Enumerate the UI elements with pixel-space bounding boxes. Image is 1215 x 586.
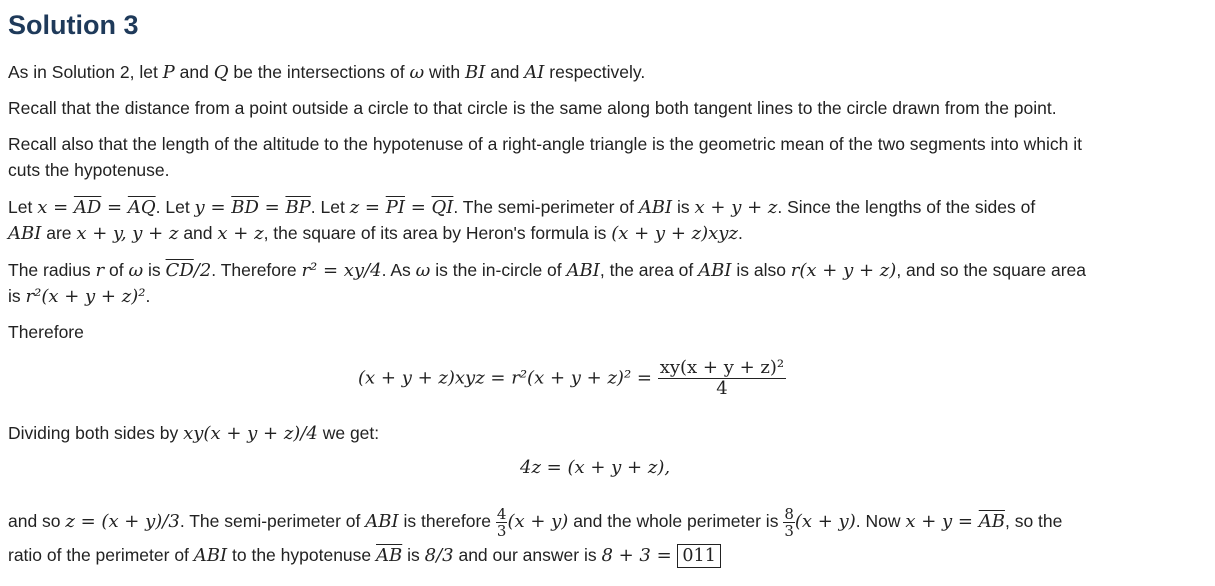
paragraph-tangent-fact: Recall that the distance from a point outside a circle to that circle is the same along both tangent lines to the circle drawn from the point. [8,98,1057,118]
display-equation-4z: 4z = (x + y + z), [520,457,671,478]
boxed-answer: 011 [677,544,720,568]
paragraph-altitude-fact-line2: cuts the hypotenuse. [8,160,170,180]
display-equation-area: (x + y + z)xyz = r²(x + y + z)² = $\frac{\text{xy(x + y + z)²}}{4}$ [358,357,785,399]
paragraph-definitions-line1: Let $x = \overline{AD} = \overline{AQ}$. Let $y = \overline{BD} = \overline{BP}$. Let $z = \overline{PI} = \overline{QI}$. The semi-perimeter of ABI is x + y + z. Since the lengths of the sides of [8,197,1036,218]
paragraph-altitude-fact-line1: Recall also that the length of the altitude to the hypotenuse of a right-angle triangle is the geometric mean of the two segments into which it [8,134,1082,154]
paragraph-definitions-line2: ABI are x + y, y + z and x + z, the square of its area by Heron's formula is (x + y + z)xyz. [8,223,743,244]
fraction-four-thirds: $\frac{4}{3}$ [496,505,507,540]
paragraph-radius-line1: The radius r of ω is $\overline{CD}/2$. Therefore r² = xy/4. As ω is the in-circle of ABI, the area of ABI is also r(x + y + z), and so the square area [8,260,1087,281]
fraction: $\frac{\text{xy(x + y + z)²}}{4}$ [659,357,785,399]
paragraph-perimeter: and so z = (x + y)/3. The semi-perimeter of ABI is therefore $\frac{4}{3}$ (x + y) and the whole perimeter is $\frac{8}{3}$ (x + y). Now $x + y = \overline{AB}$, so the [8,505,1063,540]
paragraph-dividing: Dividing both sides by xy(x + y + z)/4 we get: [8,423,380,444]
paragraph-therefore: Therefore [8,322,84,342]
paragraph-intro: As in Solution 2, let P and Q be the intersections of ω with BI and AI respectively. [8,62,646,83]
fraction-eight-thirds: $\frac{8}{3}$ [784,505,794,540]
paragraph-answer: ratio of the perimeter of ABI to the hypotenuse $\overline{AB}$ is 8/3 and our answer is 8 + 3 = 011 [8,543,721,568]
section-heading: Solution 3 [8,10,139,40]
paragraph-radius-line2: is r²(x + y + z)². [8,286,151,307]
